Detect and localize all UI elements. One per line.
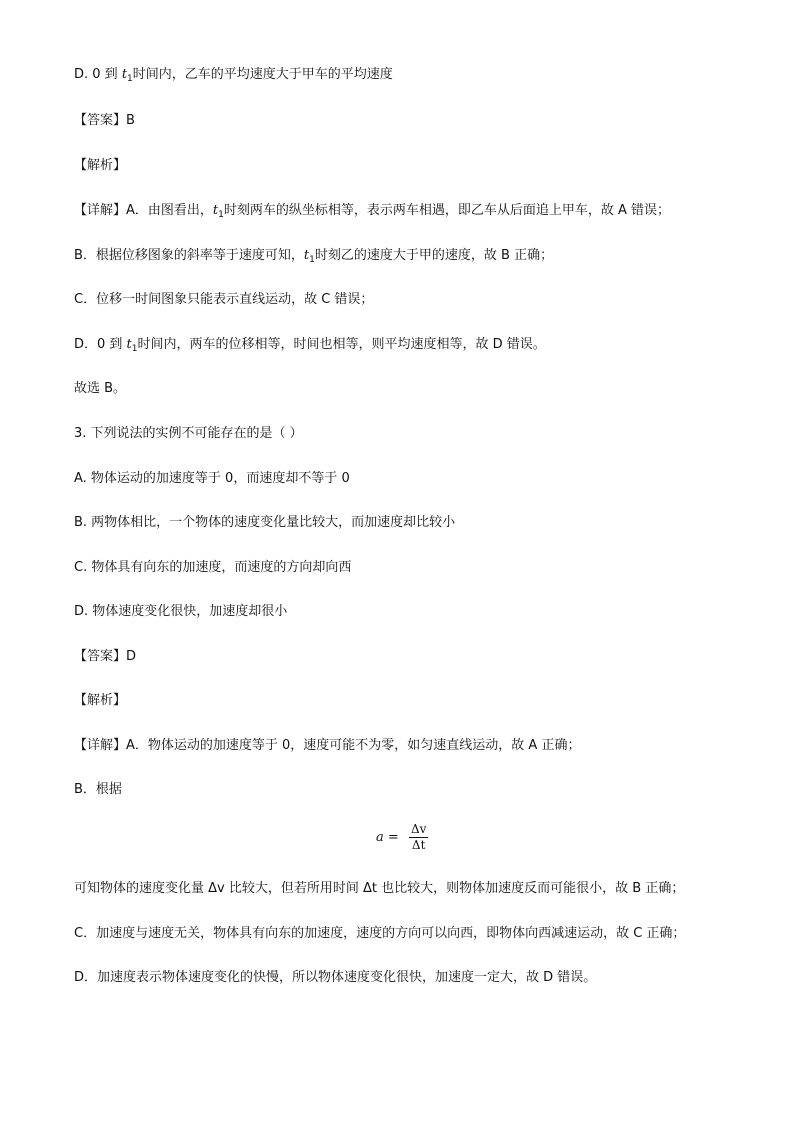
- delta-t: Δt: [363, 881, 377, 896]
- text-segment: 时间内，乙车的平均速度大于甲车的平均速度: [132, 67, 393, 82]
- explanation-b-line: B．根据: [74, 782, 122, 797]
- time-variable: t: [303, 248, 310, 263]
- question-option-b: B. 两物体相比，一个物体的速度变化量比较大，而加速度却比较小: [74, 515, 456, 530]
- time-variable: t: [212, 203, 219, 218]
- acceleration-formula: [376, 822, 428, 853]
- delta-v: Δv: [208, 881, 225, 896]
- text-segment: B．根据位移图象的斜率等于速度可知，: [74, 248, 304, 263]
- question-option-c: C. 物体具有向东的加速度，而速度的方向却向西: [74, 560, 352, 575]
- text-segment: D. 0 到: [74, 67, 122, 82]
- text-segment: 时刻两车的纵坐标相等，表示两车相遇，即乙车从后面追上甲车，故 A 错误；: [223, 203, 671, 218]
- analysis-label: 【解析】: [74, 158, 127, 173]
- text-segment: 比较大，但若所用时间: [224, 881, 363, 896]
- text-segment: 可知物体的速度变化量: [74, 881, 209, 896]
- subscript: 1: [127, 74, 133, 84]
- answer-label: 【答案】D: [74, 649, 137, 664]
- explanation-a-line: 【详解】A．物体运动的加速度等于 0，速度可能不为零，如匀速直线运动，故 A 正确；: [74, 738, 581, 753]
- explanation-c-line: C．加速度与速度无关，物体具有向东的加速度，速度的方向可以向西，即物体向西减速运动，故 C 正确；: [74, 926, 686, 941]
- subscript: 1: [218, 210, 224, 220]
- formula-numerator: Δv: [410, 822, 427, 836]
- question-option-d: D. 物体速度变化很快，加速度却很小: [74, 604, 288, 619]
- detail-a-line: [74, 202, 670, 224]
- text-segment: 【详解】A．由图看出，: [74, 203, 213, 218]
- detail-b-line: [74, 247, 553, 269]
- text-segment: 也比较大，则物体加速度反而可能很小，故 B 正确；: [377, 881, 685, 896]
- question-3: 3. 下列说法的实例不可能存在的是（ ）: [74, 426, 303, 441]
- detail-d-line: [74, 336, 546, 358]
- question-option-a: A. 物体运动的加速度等于 0，而速度却不等于 0: [74, 471, 350, 486]
- option-d-line: [74, 66, 393, 88]
- choice-line: 故选 B。: [74, 381, 127, 396]
- formula-equals: =: [383, 830, 403, 845]
- text-segment: 时刻乙的速度大于甲的速度，故 B 正确；: [314, 248, 554, 263]
- time-variable: t: [121, 67, 128, 82]
- formula-lhs: a: [376, 830, 384, 845]
- explanation-d-line: D．加速度表示物体速度变化的快慢，所以物体速度变化很快，加速度一定大，故 D 错误。: [74, 970, 597, 985]
- explanation-b-continued: [74, 880, 684, 898]
- text-segment: D．0 到: [74, 337, 127, 352]
- analysis-label: 【解析】: [74, 693, 127, 708]
- formula-fraction: [409, 822, 428, 853]
- answer-label: 【答案】B: [74, 113, 135, 128]
- subscript: 1: [131, 344, 138, 354]
- time-variable: t: [126, 337, 132, 352]
- formula-denominator: Δt: [411, 838, 426, 852]
- detail-c-line: C．位移一时间图象只能表示直线运动，故 C 错误；: [74, 292, 374, 307]
- subscript: 1: [309, 255, 315, 265]
- text-segment: 时间内，两车的位移相等，时间也相等，则平均速度相等，故 D 错误。: [137, 337, 546, 352]
